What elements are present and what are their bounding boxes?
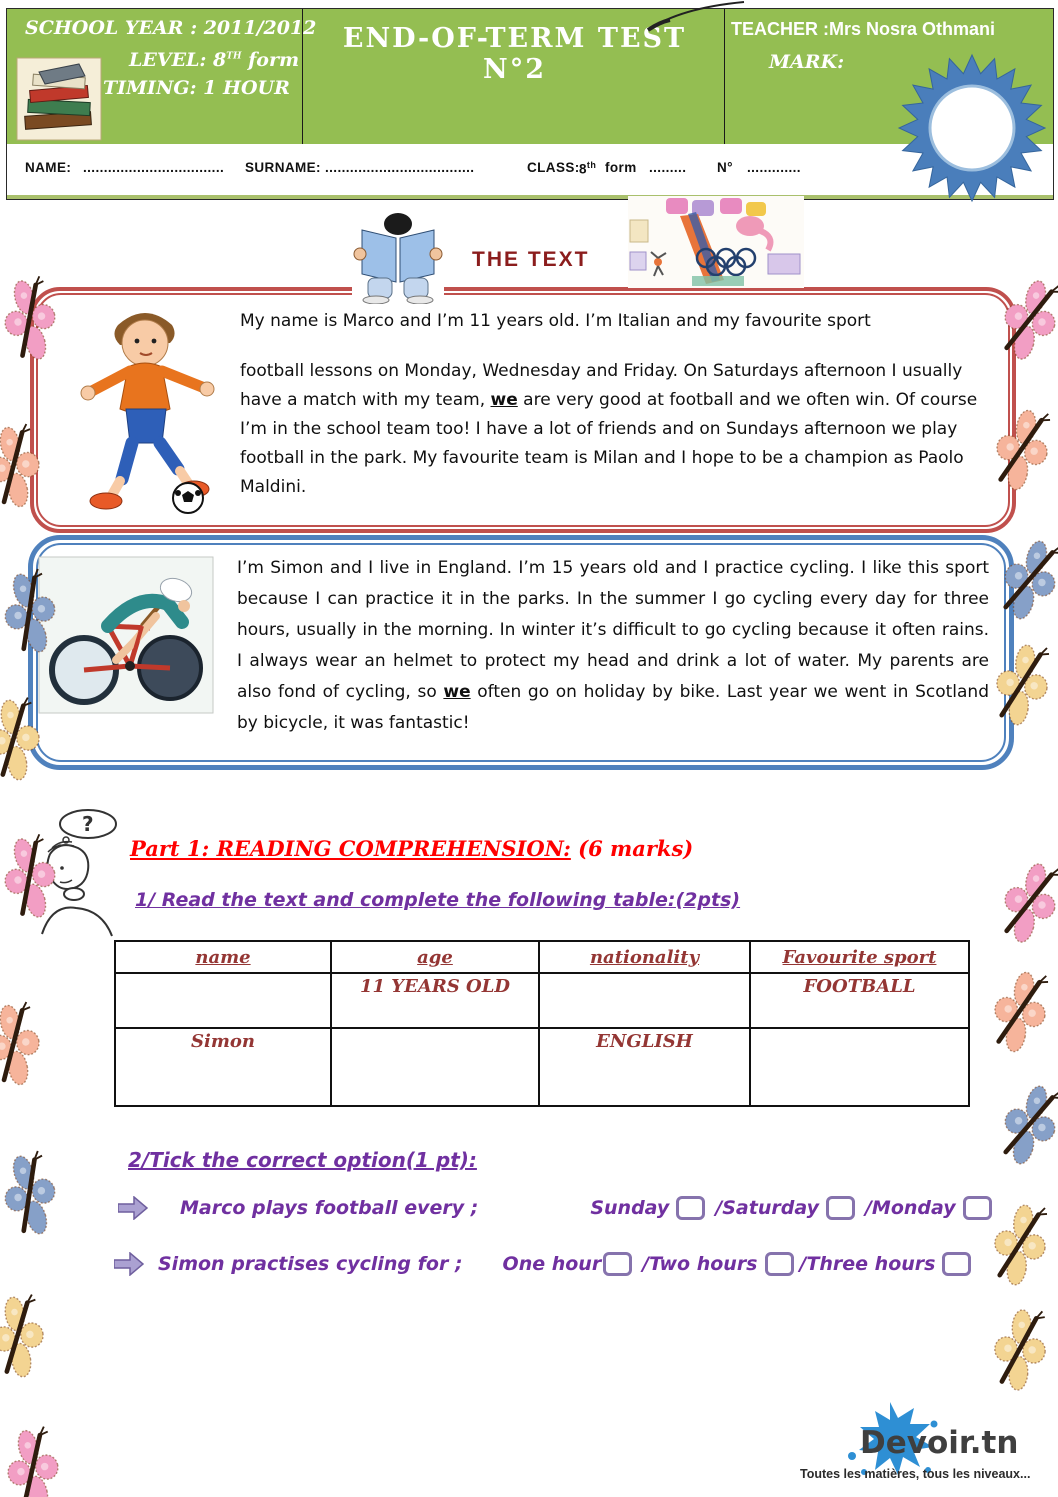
devoir-logo-text[interactable]: Devoir.tn: [860, 1425, 1019, 1461]
butterfly-icon: [0, 996, 49, 1094]
boy-football-icon: [70, 303, 220, 515]
timing-label: TIMING: 1 HOUR: [103, 77, 290, 99]
butterfly-icon: [0, 1144, 69, 1246]
tick-question-marco: [118, 1196, 1002, 1220]
question2-heading: 2/Tick the correct option(1 pt):: [128, 1148, 477, 1172]
marco-body: football lessons on Monday, Wednesday and Friday. On Saturdays afternoon I usually have a match with my team, we are very good at football and we often win. Of course I’m in the school team too! I have a lot of friends and on Sundays afternoon we play football in the park. My favourite team is Milan and I hope to be a champion as Paolo Maldini.: [240, 361, 978, 497]
part1-heading: Part 1: READING COMPREHENSION: (6 marks): [130, 836, 694, 861]
emphasized-we: we: [443, 682, 471, 702]
butterfly-icon: [0, 1289, 52, 1386]
butterfly-icon: [992, 270, 1058, 371]
butterfly-icon: [992, 853, 1058, 954]
teacher-label: TEACHER :Mrs Nosra Othmani: [731, 19, 996, 39]
reading-table: [114, 940, 970, 1107]
simon-paragraph: I’m Simon and I live in England. I’m 15 years old and I practice cycling. I like this sport because I can practice it in the parks. In the summer I go cycling every day for three hours, usually in the morning. In winter it’s difficult to go cycling because it often rains. I always wear an helmet to protect my head and drink a lot of water. My parents are also fond of cycling, so we often go on holiday by bike. Last year we went in Scotland by bicycle, it was fantastic!: [237, 558, 989, 733]
col-header-name: name: [115, 941, 331, 973]
pen-stroke-decoration: [640, 0, 750, 36]
class-value: 8th: [579, 160, 597, 177]
devoir-tagline: Toutes les matières, tous les niveaux...: [800, 1467, 1031, 1481]
butterfly-icon: [0, 270, 68, 371]
class-fill-line[interactable]: .........: [649, 160, 687, 175]
checkbox-monday[interactable]: [963, 1196, 992, 1220]
cell-age-1[interactable]: 11 YEARS OLD: [331, 973, 539, 1028]
option-label: /Monday: [864, 1197, 956, 1219]
number-label: N°: [717, 160, 733, 175]
cell-nationality-2[interactable]: ENGLISH: [539, 1028, 750, 1106]
checkbox-saturday[interactable]: [826, 1196, 855, 1220]
cell-age-2[interactable]: [331, 1028, 539, 1106]
butterfly-icon: [991, 1074, 1058, 1176]
option-label: /Three hours: [799, 1253, 936, 1275]
svg-text:?: ?: [82, 812, 94, 836]
school-year-label: SCHOOL YEAR : 2011/2012: [25, 17, 317, 39]
cell-name-2[interactable]: Simon: [115, 1028, 331, 1106]
checkbox-one-hour[interactable]: [603, 1252, 632, 1276]
block-arrow-icon: [118, 1196, 148, 1220]
cell-sport-1[interactable]: FOOTBALL: [750, 973, 969, 1028]
number-fill-line[interactable]: .............: [747, 160, 801, 175]
butterfly-icon: [0, 1420, 70, 1497]
butterfly-icon: [988, 637, 1056, 734]
sports-collage-icon: [628, 196, 804, 288]
tick-question-simon: [114, 1252, 981, 1276]
name-label: NAME:: [25, 160, 72, 175]
cell-sport-2[interactable]: [750, 1028, 969, 1106]
class-form-label: form: [605, 160, 637, 175]
surname-label: SURNAME:: [245, 160, 321, 175]
table-header-row: [115, 941, 969, 973]
option-label: Sunday: [590, 1197, 670, 1219]
col-header-favourite-sport: Favourite sport: [750, 941, 969, 973]
surname-fill-line[interactable]: ....................................: [325, 160, 475, 175]
col-header-nationality: nationality: [539, 941, 750, 973]
name-fill-line[interactable]: ..................................: [83, 160, 225, 175]
starburst-seal-icon: [897, 53, 1047, 203]
tick-question-label: Marco plays football every ;: [180, 1197, 479, 1219]
butterfly-icon: [985, 963, 1056, 1061]
section-heading-the-text: THE TEXT: [472, 248, 590, 271]
col-header-age: age: [331, 941, 539, 973]
cell-name-1[interactable]: [115, 973, 331, 1028]
emphasized-we: we: [490, 390, 518, 410]
checkbox-three-hours[interactable]: [942, 1252, 971, 1276]
option-label: /Saturday: [715, 1197, 819, 1219]
mark-label: MARK:: [769, 51, 845, 73]
butterfly-icon: [986, 1197, 1054, 1294]
table-row: [115, 1028, 969, 1106]
option-label: /Two hours: [642, 1253, 758, 1275]
tick-question-label: Simon practises cycling for ;: [158, 1253, 463, 1275]
option-label: One hour: [502, 1253, 602, 1275]
cell-nationality-1[interactable]: [539, 973, 750, 1028]
question1-heading: 1/ Read the text and complete the following table:(2pts): [135, 889, 741, 911]
class-label: CLASS:: [527, 160, 580, 175]
level-label: LEVEL: 8TH form: [129, 49, 300, 71]
butterfly-icon: [989, 1303, 1051, 1397]
marco-line1: My name is Marco and I’m 11 years old. I’m Italian and my favourite sport: [240, 311, 871, 331]
block-arrow-icon: [114, 1252, 144, 1276]
marco-paragraph: [240, 307, 982, 502]
checkbox-sunday[interactable]: [676, 1196, 705, 1220]
table-row: [115, 973, 969, 1028]
reading-person-icon: [352, 212, 444, 304]
page-title: END-OF-TERM TEST N°2: [342, 23, 687, 85]
books-icon: [15, 56, 103, 142]
checkbox-two-hours[interactable]: [765, 1252, 794, 1276]
